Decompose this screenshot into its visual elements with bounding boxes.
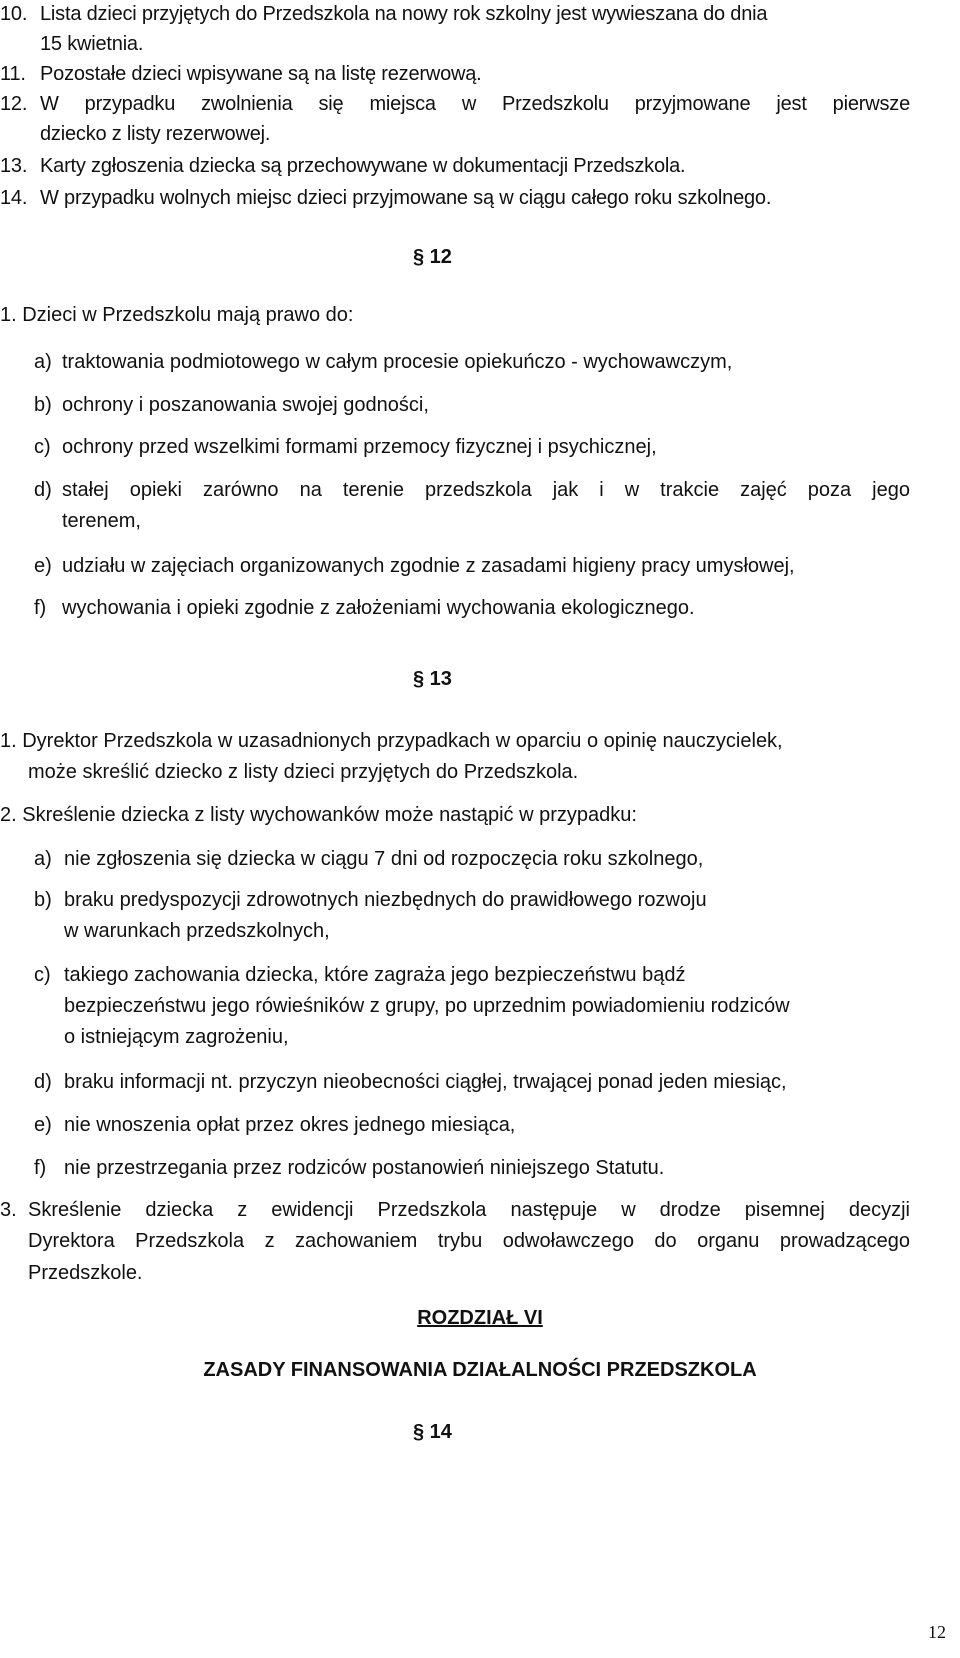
- paragraph-text: Dyrektora Przedszkola z zachowaniem trybu odwoławczego do organu prowadzącego: [28, 1230, 910, 1252]
- item-letter: c): [34, 436, 51, 458]
- item-text: udziału w zajęciach organizowanych zgodnie z zasadami higieny pracy umysłowej,: [62, 555, 795, 577]
- list-number: 13.: [0, 155, 28, 177]
- page-number: 12: [928, 1622, 946, 1642]
- item-letter: a): [34, 351, 52, 373]
- item-letter: f): [34, 597, 47, 619]
- item-letter: f): [34, 1157, 47, 1179]
- paragraph-text: Skreślenie dziecka z ewidencji Przedszkola następuje w drodze pisemnej decyzji: [28, 1199, 910, 1221]
- chapter-subtitle: ZASADY FINANSOWANIA DZIAŁALNOŚCI PRZEDSZKOLA: [203, 1359, 757, 1381]
- item-text: takiego zachowania dziecka, które zagraża jego bezpieczeństwu bądź: [64, 964, 686, 986]
- list-number: 11.: [0, 63, 26, 85]
- item-letter: e): [34, 555, 52, 577]
- list-number: 12.: [0, 93, 28, 115]
- item-text: o istniejącym zagrożeniu,: [64, 1026, 289, 1048]
- item-text: ochrony przed wszelkimi formami przemocy fizycznej i psychicznej,: [62, 436, 657, 458]
- paragraph-text: może skreślić dziecko z listy dzieci przyjętych do Przedszkola.: [28, 761, 579, 783]
- section-heading-13: § 13: [413, 668, 452, 690]
- chapter-title: ROZDZIAŁ VI: [417, 1307, 543, 1329]
- paragraph-text: 1. Dyrektor Przedszkola w uzasadnionych przypadkach w oparciu o opinię nauczycielek,: [0, 730, 783, 752]
- list-text: Lista dzieci przyjętych do Przedszkola na nowy rok szkolny jest wywieszana do dnia: [40, 3, 768, 25]
- section-heading-12: § 12: [413, 246, 452, 268]
- item-text: terenem,: [62, 510, 141, 532]
- list-text: Karty zgłoszenia dziecka są przechowywane w dokumentacji Przedszkola.: [40, 155, 686, 177]
- item-text: wychowania i opieki zgodnie z założeniami wychowania ekologicznego.: [62, 597, 695, 619]
- s13-paragraph-2: 2. Skreślenie dziecka z listy wychowanków może nastąpić w przypadku:: [0, 804, 637, 826]
- paragraph-text: Przedszkole.: [28, 1262, 143, 1284]
- list-number: 14.: [0, 187, 28, 209]
- list-number: 10.: [0, 3, 28, 25]
- item-text: bezpieczeństwu jego rówieśników z grupy, po uprzednim powiadomieniu rodziców: [64, 995, 790, 1017]
- item-letter: b): [34, 394, 52, 416]
- list-text: dziecko z listy rezerwowej.: [40, 123, 271, 145]
- s12-paragraph-1: 1. Dzieci w Przedszkolu mają prawo do:: [0, 304, 354, 326]
- list-text: 15 kwietnia.: [40, 33, 144, 55]
- section-heading-14: § 14: [413, 1421, 452, 1443]
- item-letter: d): [34, 479, 52, 501]
- item-letter: e): [34, 1114, 52, 1136]
- item-letter: c): [34, 964, 51, 986]
- item-text: ochrony i poszanowania swojej godności,: [62, 394, 429, 416]
- item-text: nie wnoszenia opłat przez okres jednego miesiąca,: [64, 1114, 516, 1136]
- item-text: braku informacji nt. przyczyn nieobecności ciągłej, trwającej ponad jeden miesiąc,: [64, 1071, 787, 1093]
- item-text: stałej opieki zarówno na terenie przedszkola jak i w trakcie zajęć poza jego: [62, 479, 910, 501]
- list-text: W przypadku zwolnienia się miejsca w Przedszkolu przyjmowane jest pierwsze: [40, 93, 910, 115]
- list-text: Pozostałe dzieci wpisywane są na listę rezerwową.: [40, 63, 482, 85]
- paragraph-number: 3.: [0, 1199, 17, 1221]
- list-text: W przypadku wolnych miejsc dzieci przyjmowane są w ciągu całego roku szkolnego.: [40, 187, 772, 209]
- item-letter: b): [34, 889, 52, 911]
- item-letter: a): [34, 848, 52, 870]
- item-text: w warunkach przedszkolnych,: [64, 920, 330, 942]
- item-text: braku predyspozycji zdrowotnych niezbędnych do prawidłowego rozwoju: [64, 889, 707, 911]
- item-text: nie przestrzegania przez rodziców postanowień niniejszego Statutu.: [64, 1157, 665, 1179]
- item-letter: d): [34, 1071, 52, 1093]
- item-text: nie zgłoszenia się dziecka w ciągu 7 dni od rozpoczęcia roku szkolnego,: [64, 848, 704, 870]
- item-text: traktowania podmiotowego w całym procesie opiekuńczo - wychowawczym,: [62, 351, 733, 373]
